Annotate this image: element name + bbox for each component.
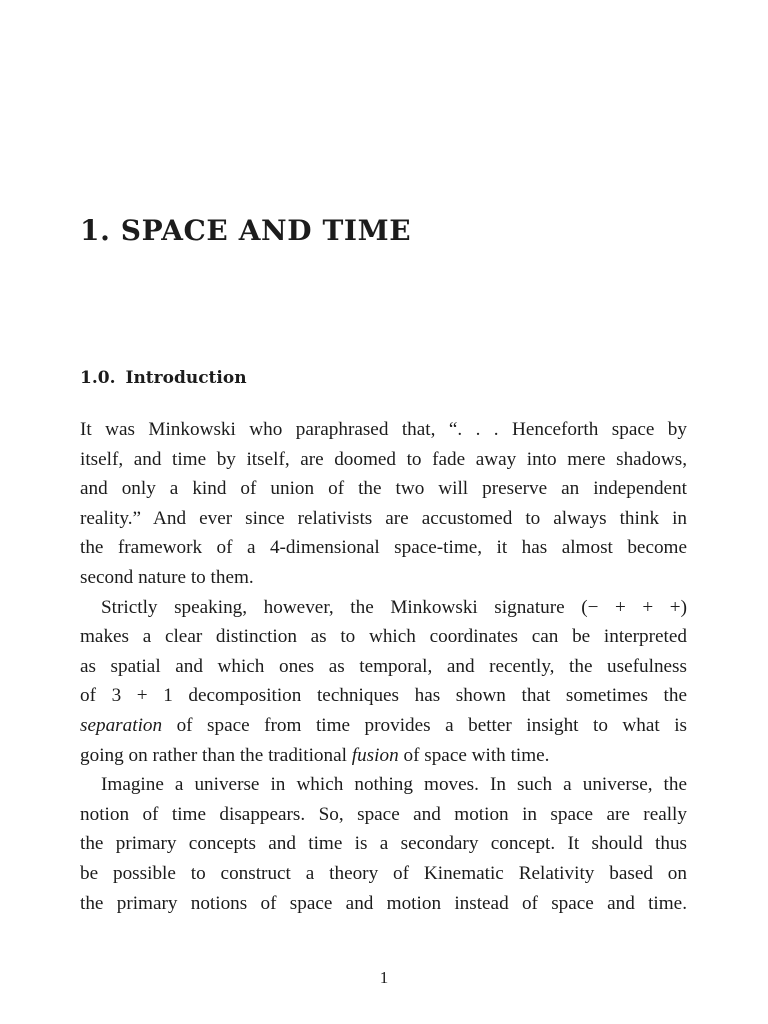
emphasis-separation: separation — [80, 714, 163, 736]
text-line: reality.” And ever since relativists are accustomed to always think in — [80, 507, 687, 529]
emphasis-fusion: fusion — [351, 744, 399, 766]
text-line: Strictly speaking, however, the Minkowski signature (− + + +) — [101, 596, 687, 618]
line-text-after: of space from time provides a better insight to what is — [162, 714, 687, 736]
text-line: second nature to them. — [80, 566, 254, 588]
text-line: be possible to construct a theory of Kinematic Relativity based on — [80, 862, 687, 884]
line-text-before: going on rather than the traditional — [80, 744, 352, 766]
text-line: as spatial and which ones as temporal, and recently, the usefulness — [80, 655, 687, 677]
text-line: and only a kind of union of the two will preserve an independent — [80, 478, 687, 500]
section-heading — [80, 368, 247, 388]
page-number: 1 — [379, 968, 389, 987]
text-line: makes a clear distinction as to which coordinates can be interpreted — [80, 626, 687, 648]
text-line: itself, and time by itself, are doomed to fade away into mere shadows, — [80, 448, 687, 470]
line-text-after: of space with time. — [398, 744, 550, 766]
chapter-title: 1. SPACE AND TIME — [80, 214, 412, 247]
text-line: the primary concepts and time is a secondary concept. It should thus — [80, 833, 687, 855]
text-line — [80, 741, 687, 771]
section-title-text: Introduction — [125, 368, 247, 388]
text-line: the primary notions of space and motion instead of space and time. — [80, 892, 687, 914]
text-line: the framework of a 4-dimensional space-time, it has almost become — [80, 537, 687, 559]
section-number: 1.0. — [80, 368, 116, 388]
text-line: It was Minkowski who paraphrased that, “. . . Henceforth space by — [80, 419, 687, 440]
text-line — [80, 711, 687, 741]
text-line: of 3 + 1 decomposition techniques has shown that sometimes the — [80, 685, 687, 707]
body-text — [80, 415, 687, 918]
text-line: Imagine a universe in which nothing moves. In such a universe, the — [101, 774, 687, 796]
text-line: notion of time disappears. So, space and motion in space are really — [80, 803, 687, 825]
